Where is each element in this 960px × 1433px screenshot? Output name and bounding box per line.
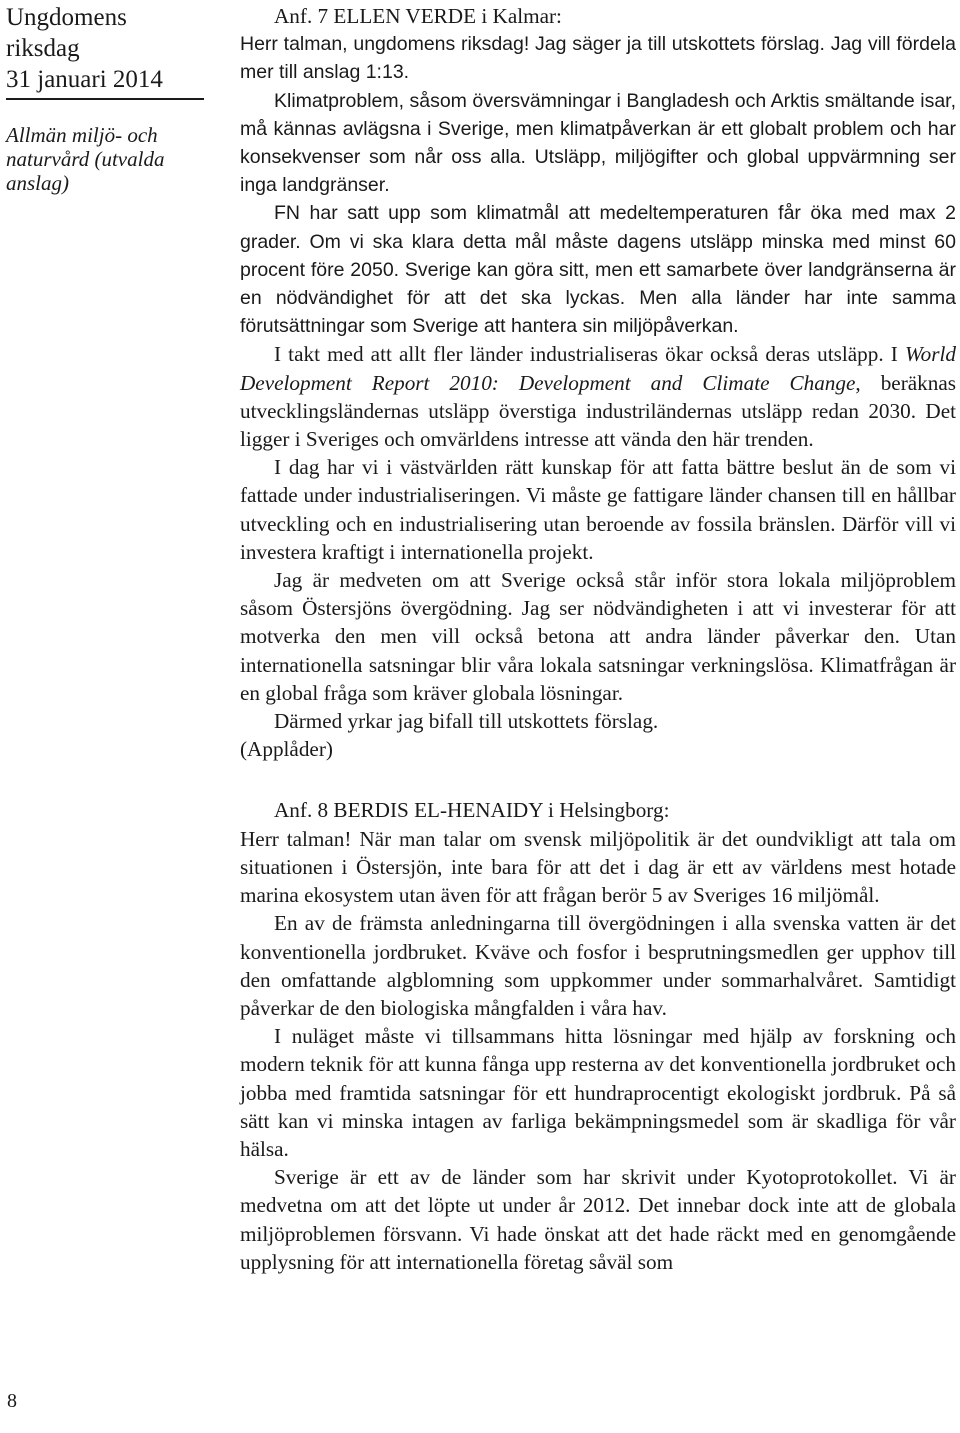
- page-number: 8: [7, 1390, 17, 1412]
- paragraph: FN har satt upp som klimatmål att medeltemperaturen får öka med max 2 grader. Om vi ska klara detta mål måste dagens utsläpp minska med minst 60 procent före 2050. Sverige kan göra sitt, men ett samarbete över landgränserna är en nödvändighet för att det ska lyckas. Men alla länder har inte samma förutsättningar som Sverige att hantera sin miljöpåverkan.: [240, 202, 956, 338]
- paragraph: Jag är medveten om att Sverige också står inför stora lokala miljöproblem såsom Östersjöns övergödning. Jag ser nödvändigheten i att vi investerar för att motverka den men vill också betona att andra länder påverkar den. Utan internationella satsningar blir våra lokala satsningar verkningslösa. Klimatfrågan är en global fråga som kräver globala lösningar.: [240, 568, 956, 705]
- paragraph: Herr talman! När man talar om svensk miljöpolitik är det oundvikligt att tala om situationen i Östersjön, inte bara för att det i dag är ett av världens mest hotade marina ekosystem utan även för att frågan berör 5 av Sveriges 16 miljömål.: [240, 826, 956, 908]
- paragraph: I dag har vi i västvärlden rätt kunskap för att fatta bättre beslut än de som vi fattade under industrialiseringen. Vi måste ge fattigare länder chansen till en hållbar utveckling och en industrialisering utan beroende av fossila bränslen. Därför vill vi investera kraftigt i internationella projekt.: [240, 455, 956, 564]
- page-header-sidebar: [6, 0, 206, 195]
- publication-date: 31 januari 2014: [6, 66, 163, 93]
- paragraph: Klimatproblem, såsom översvämningar i Bangladesh och Arktis smältande isar, må kännas avlägsna i Sverige, men klimatpåverkan är ett globalt problem och har konsekvenser som når oss alla. Utsläpp, miljögifter och global uppvärmning ser inga landgränser.: [240, 89, 956, 197]
- speech-2: [240, 796, 956, 1275]
- debate-topic: Allmän miljö- och naturvård (utvalda anslag): [6, 123, 165, 195]
- speech-1: [240, 2, 956, 763]
- paragraph: I takt med att allt fler länder industrialiseras ökar också deras utsläpp. I World Development Report 2010: Development and Climate Change, beräknas utvecklingsländernas utsläpp överstiga industriländernas utsläpp redan 2030. Det ligger i Sveriges och omvärldens intresse att vända den här trenden.: [240, 342, 956, 452]
- speech-heading: Anf. 7 ELLEN VERDE i Kalmar:: [274, 4, 562, 28]
- main-text-column: [240, 2, 956, 1276]
- publication-title: [6, 2, 206, 95]
- paragraph: Sverige är ett av de länder som har skrivit under Kyotoprotokollet. Vi är medvetna om att det löpte ut under år 2012. Det innebar dock inte att de globala miljöproblemen försvann. Vi hade önskat att det hade räckt med en genomgående upplysning för att internationella företag såväl som: [240, 1165, 956, 1274]
- header-rule: [6, 98, 204, 100]
- publication-title-line-1: Ungdomens: [6, 4, 127, 31]
- applause-note: (Applåder): [240, 737, 333, 762]
- report-title: World Development Report 2010: Development and Climate Change: [240, 342, 956, 395]
- paragraph: I nuläget måste vi tillsammans hitta lösningar med hjälp av forskning och modern teknik för att kunna fånga upp resterna av det konventionella jordbruket och jobba med framtida satsningar för ett hundraprocentigt ekologiskt jordbruk. På så sätt kan vi minska intagen av farliga bekämpningsmedel som är skadliga för vår hälsa.: [240, 1024, 956, 1161]
- paragraph: Herr talman, ungdomens riksdag! Jag säger ja till utskottets förslag. Jag vill fördela mer till anslag 1:13.: [240, 33, 956, 84]
- publication-title-line-2: riksdag: [6, 35, 80, 62]
- speech-heading: Anf. 8 BERDIS EL-HENAIDY i Helsingborg:: [274, 798, 670, 823]
- closing-motion: Därmed yrkar jag bifall till utskottets förslag.: [274, 709, 659, 734]
- paragraph: En av de främsta anledningarna till övergödningen i alla svenska vatten är det konventionella jordbruket. Kväve och fosfor i besprutningsmedlen ger upphov till den omfattande algblomning som uppkommer under sommarhalvåret. Samtidigt påverkar de den biologiska mångfalden i våra hav.: [240, 911, 956, 1020]
